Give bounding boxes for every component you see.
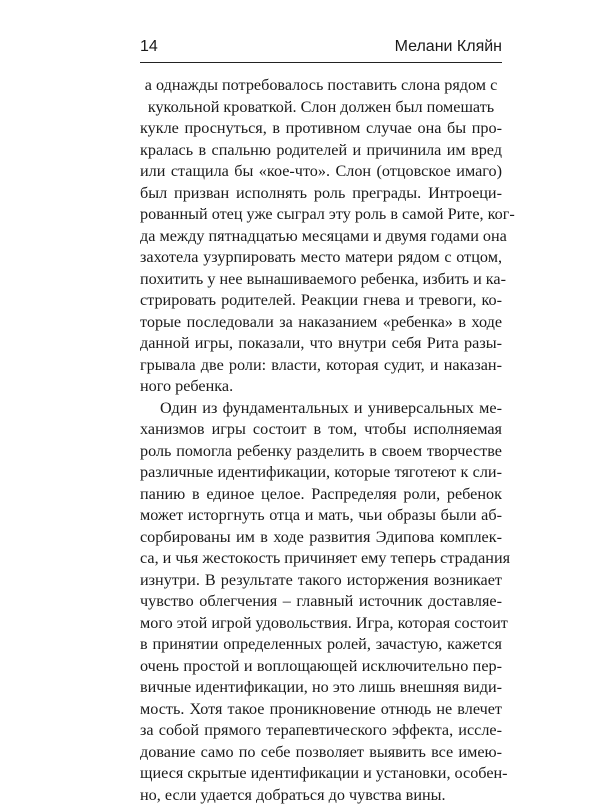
text-line: са, и чья жестокость причиняет ему теперь страдания [140,548,502,570]
body-text [140,75,502,806]
text-line: в принятии определенных ролей, зачастую, кажется [140,634,502,656]
header-rule [140,62,502,63]
text-line: ного ребенка. [140,376,502,398]
text-line: мого этой игрой удовольствия. Игра, которая состоит [140,613,502,635]
text-line: сорбированы им в ходе развития Эдипова комплек- [140,527,502,549]
text-line: торые последовали за наказанием «ребенка» в ходе [140,312,502,334]
text-line: кукольной кроваткой. Слон должен был помешать [140,97,502,119]
text-line: Один из фундаментальных и универсальных ме- [140,398,502,420]
text-line: да между пятнадцатью месяцами и двумя годами она [140,226,502,248]
text-line: различные идентификации, которые тяготеют к сли- [140,462,502,484]
text-line: дование само по себе позволяет выявить все имею- [140,742,502,764]
running-title: Мелани Кляйн [395,38,502,56]
text-line: ханизмов игры состоит в том, чтобы исполняемая [140,419,502,441]
text-line: захотела узурпировать место матери рядом с отцом, [140,247,502,269]
text-line: похитить у нее вынашиваемого ребенка, избить и ка- [140,269,502,291]
text-line: может исторгнуть отца и мать, чьи образы были аб- [140,505,502,527]
text-line: данной игры, показали, что внутри себя Рита разы- [140,333,502,355]
text-line: чувство облегчения – главный источник доставляе- [140,591,502,613]
text-line: кукле проснуться, в противном случае она бы про- [140,118,502,140]
page-number: 14 [140,38,158,56]
text-line: мость. Хотя такое проникновение отнюдь не влечет [140,699,502,721]
text-line: щиеся скрытые идентификации и установки, особен- [140,763,502,785]
text-line: очень простой и воплощающей исключительно пер- [140,656,502,678]
text-line: роль помогла ребенку разделить в своем творчестве [140,441,502,463]
text-line: изнутри. В результате такого исторжения возникает [140,570,502,592]
text-line: кралась в спальню родителей и причинила им вред [140,140,502,162]
text-line: а однажды потребовалось поставить слона рядом с [140,75,502,97]
text-line: или стащила бы «кое-что». Слон (отцовское имаго) [140,161,502,183]
text-line: грывала две роли: власти, которая судит, и наказан- [140,355,502,377]
text-line: но, если удается добраться до чувства вины. [140,785,502,806]
text-line: был призван исполнять роль преграды. Интроеци- [140,183,502,205]
text-line: панию в единое целое. Распределяя роли, ребенок [140,484,502,506]
text-line: рованный отец уже сыграл эту роль в самой Рите, ког- [140,204,502,226]
text-line: стрировать родителей. Реакции гнева и тревоги, ко- [140,290,502,312]
running-head [140,38,502,60]
text-line: вичные идентификации, но это лишь внешняя види- [140,677,502,699]
text-line: за собой прямого терапевтического эффекта, иссле- [140,720,502,742]
